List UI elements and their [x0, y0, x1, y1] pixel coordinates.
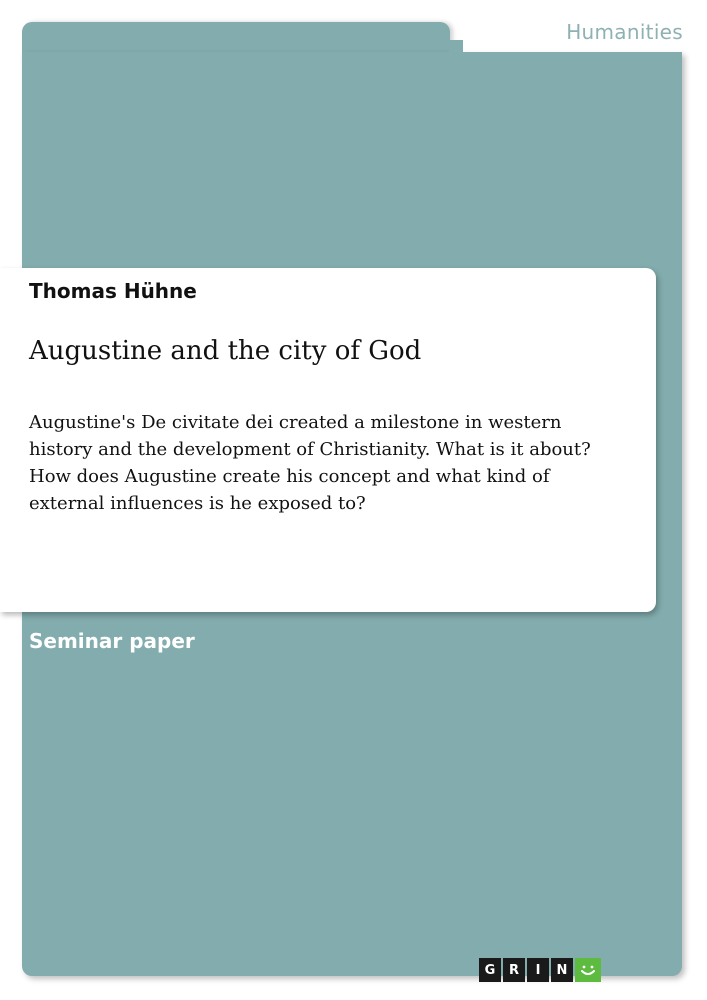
- author-name: Thomas Hühne: [29, 279, 197, 303]
- cover-tab-joint: [449, 40, 463, 54]
- category-label: Humanities: [566, 20, 683, 44]
- publisher-logo: [479, 958, 601, 982]
- logo-letter-g: G: [479, 958, 501, 982]
- abstract-text: Augustine's De civitate dei created a milestone in western history and the development of Christianity. What is it about? How does Augustine create his concept and what kind of external influences is he exposed to?: [29, 412, 591, 514]
- logo-letter-n: N: [551, 958, 573, 982]
- logo-letter-i: I: [527, 958, 549, 982]
- logo-letter-r: R: [503, 958, 525, 982]
- book-title: Augustine and the city of God: [29, 336, 422, 366]
- smiley-icon: [575, 958, 601, 982]
- document-type: Seminar paper: [29, 629, 195, 653]
